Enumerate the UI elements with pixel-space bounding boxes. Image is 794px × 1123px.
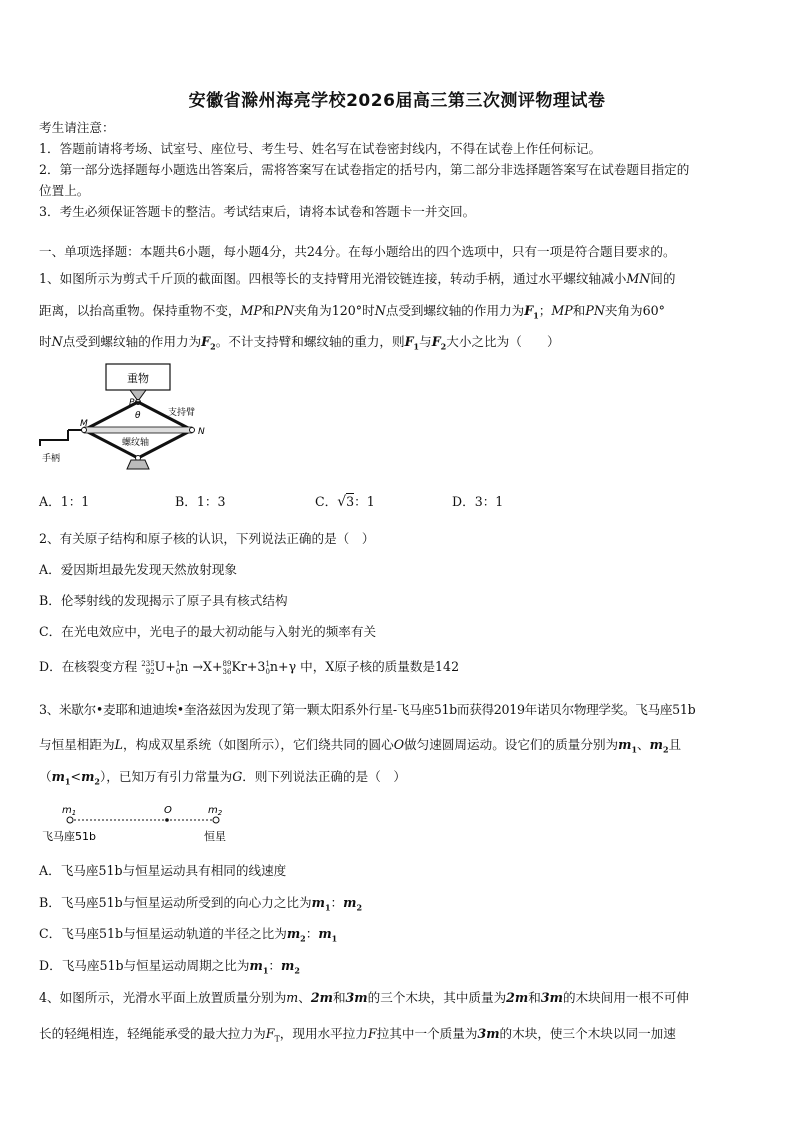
label-handle: 手柄	[42, 454, 61, 464]
notice-item-2-cont: 位置上。	[39, 183, 90, 198]
q1-option-d: D．3：1	[452, 494, 504, 509]
q4-line1: 4、如图所示，光滑水平面上放置质量分别为m、2m和3m的三个木块，其中质量为2m和3m的木块间用一根不可伸	[39, 990, 689, 1005]
q1-option-a: A．1：1	[39, 494, 90, 509]
kr-nuclide-index: 89 36	[222, 659, 232, 676]
q1-option-b: B．1：3	[175, 494, 226, 509]
label-m2: $m_2$	[208, 805, 223, 817]
q2-option-c: C．在光电效应中，光电子的最大初动能与入射光的频率有关	[39, 624, 377, 639]
screw-shaft	[84, 427, 192, 433]
u-nuclide-index: 235 92	[141, 659, 155, 676]
q3-option-a: A．飞马座51b与恒星运动具有相同的线速度	[39, 863, 287, 878]
q2-option-a: A．爱因斯坦最先发现天然放射现象	[39, 562, 238, 577]
label-o: O	[164, 805, 172, 816]
planet-dot	[67, 817, 73, 823]
label-screw: 螺纹轴	[122, 438, 150, 448]
q3-line2: 与恒星相距为L，构成双星系统（如图所示），它们绕共同的圆心O做匀速圆周运动。设它们的质量分别为$m_1$、$m_2$且	[39, 737, 682, 755]
notice-item-2: 2．第一部分选择题每小题选出答案后，需将答案写在试卷指定的括号内，第二部分非选择题答案写在试卷题目指定的	[39, 162, 690, 177]
label-p: P	[129, 398, 135, 408]
label-m1: $m_1$	[62, 805, 77, 817]
page-title: 安徽省滁州海亮学校2026届高三第三次测评物理试卷	[188, 91, 606, 111]
hinge-n	[190, 428, 195, 433]
label-star: 恒星	[204, 830, 226, 843]
q3-line3: $(m_1<m_2)$，已知万有引力常量为G．则下列说法正确的是（ ）	[39, 769, 406, 787]
notice-heading: 考生请注意：	[39, 120, 115, 135]
center-o-dot	[165, 818, 169, 822]
n2-nuclide-index: 1 0	[265, 659, 270, 676]
scissor-jack-figure	[38, 360, 238, 470]
binary-star-figure	[40, 800, 240, 848]
q1-option-c: C．√3：1	[315, 494, 375, 510]
q1-line2: 距离，以抬高重物。保持重物不变，MP和PN夹角为120°时N点受到螺纹轴的作用力为$F_1$；MP和PN夹角为60°	[39, 303, 665, 321]
q3-option-d: D．飞马座51b与恒星运动周期之比为$m_1$：$m_2$	[39, 958, 300, 976]
q4-line2: 长的轻绳相连，轻绳能承受的最大拉力为$F_T$，现用水平拉力F拉其中一个质量为3m的木块，使三个木块以同一加速	[39, 1026, 676, 1044]
handle-crank	[40, 430, 68, 446]
section-heading: 一、单项选择题：本题共6小题，每小题4分，共24分。在每小题给出的四个选项中，只有一项是符合题目要求的。	[39, 244, 676, 259]
q2-option-b: B．伦琴射线的发现揭示了原子具有核式结构	[39, 593, 288, 608]
q2-stem: 2、有关原子结构和原子核的认识，下列说法正确的是（ ）	[39, 531, 375, 546]
q3-line1: 3、米歇尔•麦耶和迪迪埃•奎洛兹因为发现了第一颗太阳系外行星-飞马座51b而获得2019年诺贝尔物理学奖。飞马座51b	[39, 702, 696, 717]
q1-line1: 1、如图所示为剪式千斤顶的截面图。四根等长的支持臂用光滑铰链连接，转动手柄，通过水平螺纹轴减小MN间的	[39, 271, 676, 286]
label-planet: 飞马座51b	[42, 830, 96, 843]
q2-option-d: D．在核裂变方程 235 92U+1 0n →X+89 36Kr+31 0n+γ 中，X原子核的质量数是142	[39, 659, 460, 676]
notice-item-3: 3．考生必须保证答题卡的整洁。考试结束后，请将本试卷和答题卡一并交回。	[39, 204, 476, 219]
q3-option-c: C．飞马座51b与恒星运动轨道的半径之比为$m_2$：$m_1$	[39, 926, 338, 944]
notice-item-1: 1．答题前请将考场、试室号、座位号、考生号、姓名写在试卷密封线内，不得在试卷上作任何标记。	[39, 141, 602, 156]
base-support	[127, 460, 149, 469]
label-n: N	[198, 427, 205, 437]
q3-option-b: B．飞马座51b与恒星运动所受到的向心力之比为$m_1$：$m_2$	[39, 895, 363, 913]
heavy-object-label: 重物	[127, 372, 149, 385]
star-dot	[213, 817, 219, 823]
label-theta: θ	[135, 411, 141, 421]
label-m: M	[80, 419, 88, 429]
q1-line3: 时N点受到螺纹轴的作用力为$F_2$。不计支持臂和螺纹轴的重力，则$F_1$与$F_2$大小之比为（ ）	[39, 334, 560, 352]
n-nuclide-index: 1 0	[175, 659, 181, 676]
label-support-arm: 支持臂	[168, 408, 196, 418]
